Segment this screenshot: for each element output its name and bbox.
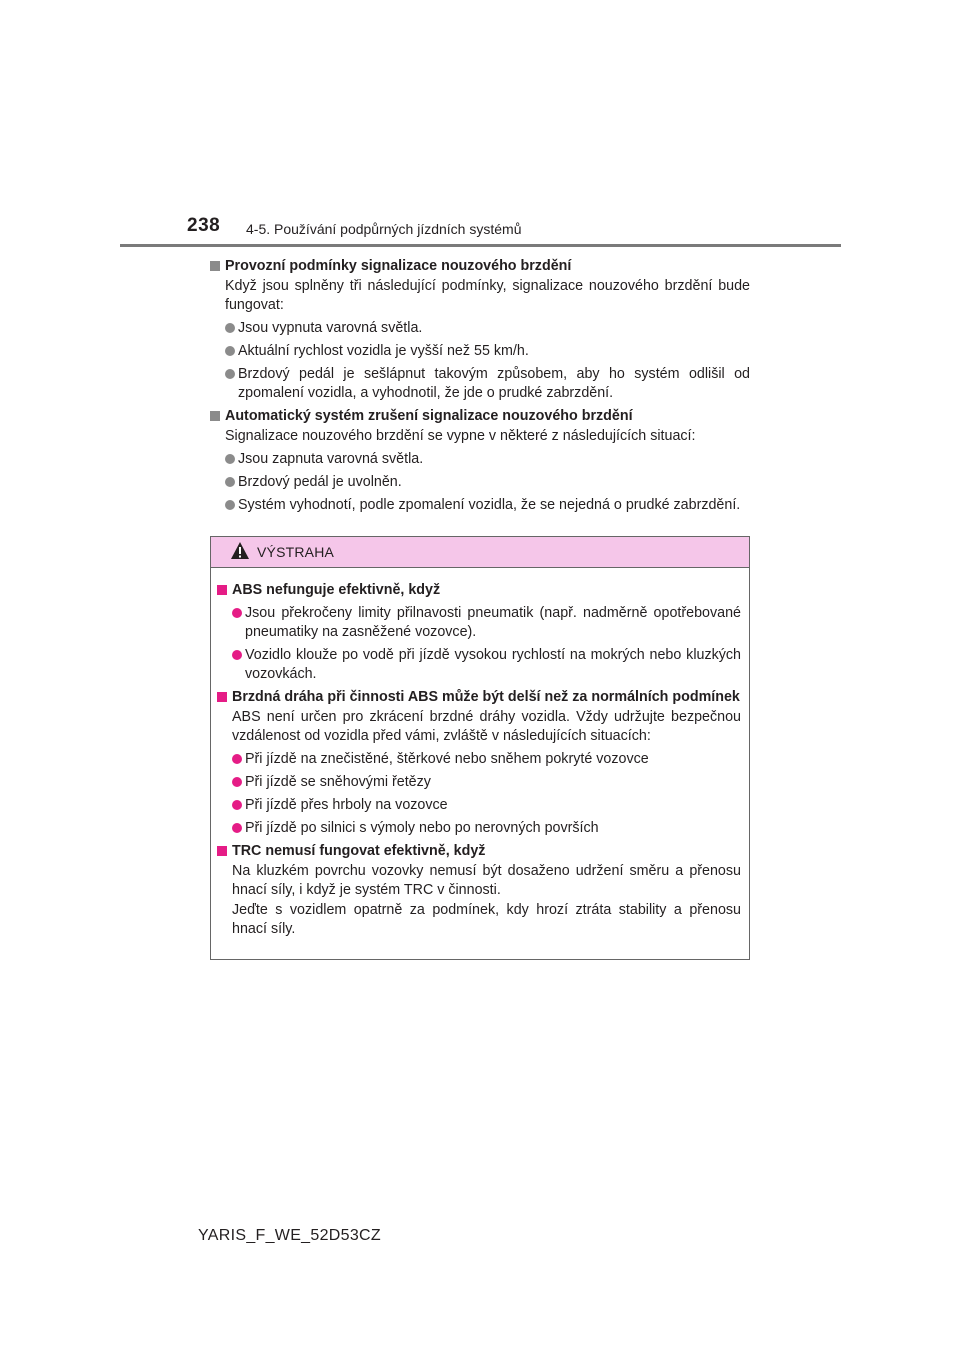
list-item: Jsou překročeny limity přilnavosti pneumatik (např. nadměrně opotřebované pneumatiky na zasněžené vozovce). <box>217 604 741 642</box>
warning-triangle-icon <box>230 541 250 560</box>
circle-bullet-icon <box>232 777 242 787</box>
document-code: YARIS_F_WE_52D53CZ <box>198 1227 381 1244</box>
section-intro: Když jsou splněny tři následující podmínky, signalizace nouzového brzdění bude fungovat: <box>225 278 750 313</box>
circle-bullet-icon <box>232 800 242 810</box>
circle-bullet-icon <box>232 650 242 660</box>
section-heading: Automatický systém zrušení signalizace nouzového brzdění <box>210 407 750 426</box>
section-title: 4-5. Používání podpůrných jízdních systémů <box>246 221 522 237</box>
circle-bullet-icon <box>225 454 235 464</box>
square-bullet-icon <box>217 692 227 702</box>
circle-bullet-icon <box>232 754 242 764</box>
warning-heading: Brzdná dráha při činnosti ABS může být delší než za normálních podmínek <box>217 688 741 707</box>
list-item: Jsou vypnuta varovná světla. <box>210 319 750 338</box>
list-item: Aktuální rychlost vozidla je vyšší než 55 km/h. <box>210 342 750 361</box>
header-divider <box>120 244 841 247</box>
square-bullet-icon <box>210 261 220 271</box>
square-bullet-icon <box>210 411 220 421</box>
page-header <box>0 0 960 250</box>
list-item: Brzdový pedál je uvolněn. <box>210 473 750 492</box>
section-intro: Signalizace nouzového brzdění se vypne v některé z následujících situací: <box>225 428 696 444</box>
square-bullet-icon <box>217 846 227 856</box>
circle-bullet-icon <box>225 500 235 510</box>
list-item: Při jízdě se sněhovými řetězy <box>217 773 741 792</box>
list-item: Při jízdě na znečistěné, štěrkové nebo sněhem pokryté vozovce <box>217 750 741 769</box>
warning-heading: TRC nemusí fungovat efektivně, když <box>217 842 741 861</box>
warning-body <box>211 568 749 939</box>
circle-bullet-icon <box>225 369 235 379</box>
warning-heading: ABS nefunguje efektivně, když <box>217 581 741 600</box>
warning-intro: ABS není určen pro zkrácení brzdné dráhy vozidla. Vždy udržujte bezpečnou vzdálenost od vozidla před vámi, zvláště v následujících situacích: <box>232 709 741 744</box>
circle-bullet-icon <box>232 823 242 833</box>
warning-title: VÝSTRAHA <box>257 544 335 560</box>
list-item: Při jízdě po silnici s výmoly nebo po nerovných površích <box>217 819 741 838</box>
circle-bullet-icon <box>225 477 235 487</box>
list-item: Brzdový pedál je sešlápnut takovým způsobem, aby ho systém odlišil od zpomalení vozidla, a vyhodnotil, že jde o prudké zabrzdění. <box>210 365 750 403</box>
section-heading: Provozní podmínky signalizace nouzového brzdění <box>210 257 750 276</box>
list-item: Systém vyhodnotí, podle zpomalení vozidla, že se nejedná o prudké zabrzdění. <box>210 496 750 515</box>
list-item: Jsou zapnuta varovná světla. <box>210 450 750 469</box>
circle-bullet-icon <box>225 323 235 333</box>
warning-intro: Na kluzkém povrchu vozovky nemusí být dosaženo udržení směru a přenosu hnací síly, i když je systém TRC v činnosti. <box>232 863 741 898</box>
circle-bullet-icon <box>225 346 235 356</box>
page-number: 238 <box>187 215 221 236</box>
warning-box <box>210 536 750 960</box>
warning-header <box>211 537 749 568</box>
square-bullet-icon <box>217 585 227 595</box>
circle-bullet-icon <box>232 608 242 618</box>
main-content <box>210 254 750 515</box>
list-item: Při jízdě přes hrboly na vozovce <box>217 796 741 815</box>
warning-intro: Jeďte s vozidlem opatrně za podmínek, kdy hrozí ztráta stability a přenosu hnací síly. <box>232 902 741 937</box>
list-item: Vozidlo klouže po vodě při jízdě vysokou rychlostí na mokrých nebo kluzkých vozovkách. <box>217 646 741 684</box>
